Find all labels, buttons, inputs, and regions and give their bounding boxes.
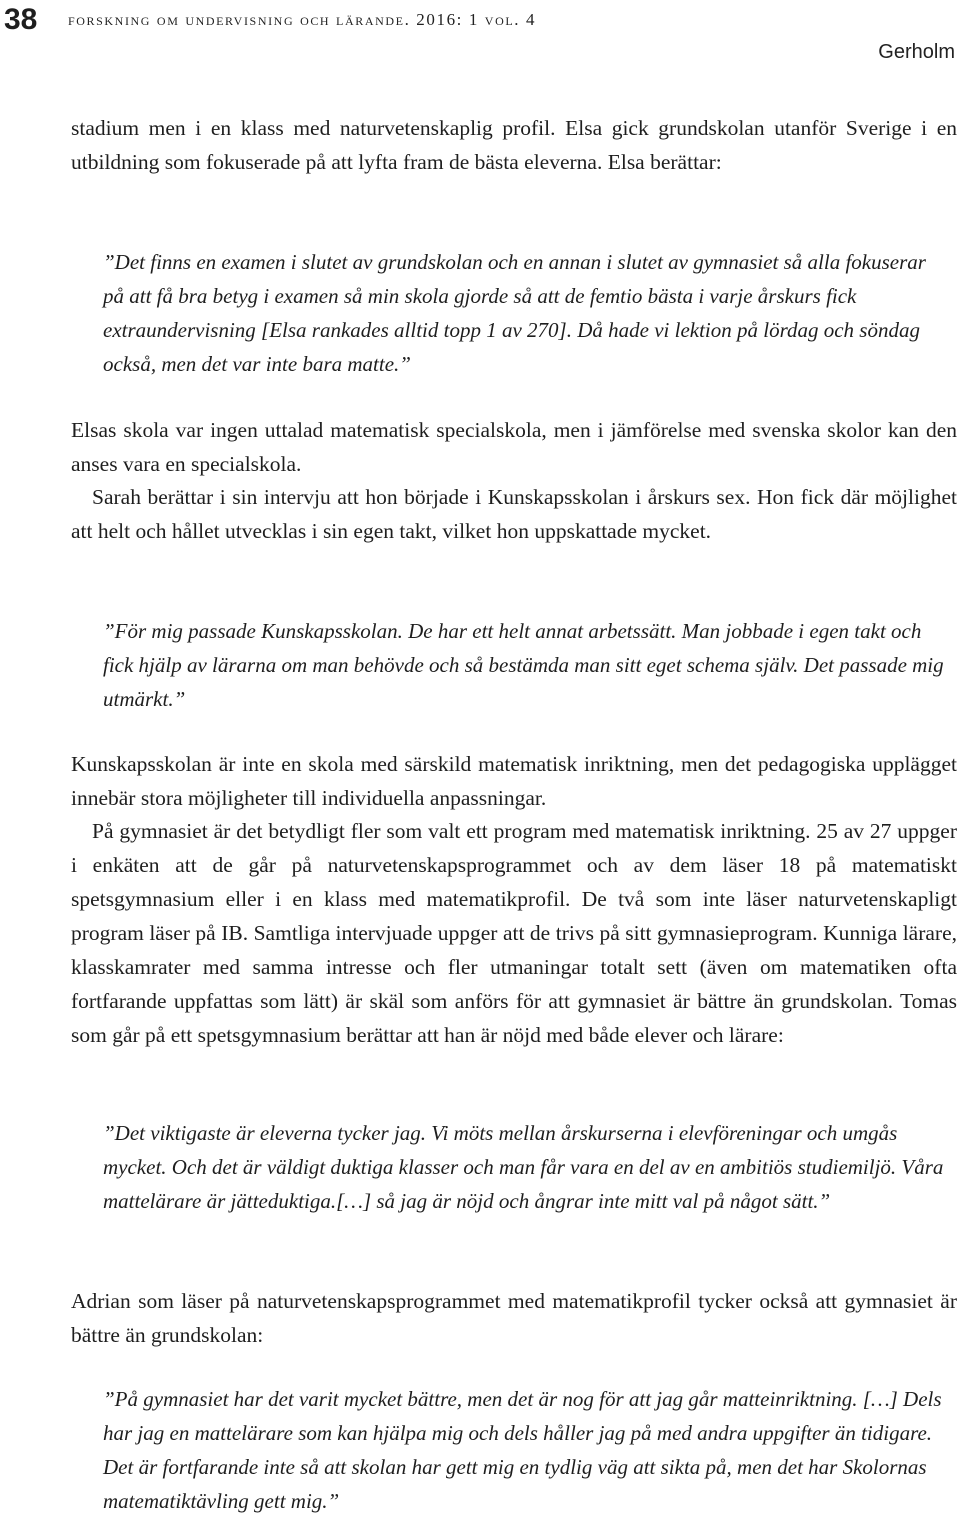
paragraph-gymnasiet: På gymnasiet är det betydligt fler som valt ett program med matematisk inriktning. 25 av 27 uppger i enkäten att de går på naturvetenskapsprogrammet och av dem läser 18 på matematiskt spetsgymnasium eller i en klass med matematikprofil. De två som inte läser naturvetenskapligt program läser på IB. Samtliga intervjuade uppger att de trivs på sitt gymnasieprogram. Kunniga lärare, klasskamrater med samma intresse och fler utmaningar totalt sett (även om matematiken ofta fortfarande uppfattas som lätt) är skäl som anförs för att gymnasiet är bättre än grundskolan. Tomas som går på ett spetsgymnasium berättar att han är nöjd med både elever och lärare: [71,819,957,1047]
quote-elsa: ”Det finns en examen i slutet av grundskolan och en annan i slutet av gymnasiet så alla fokuserar på att få bra betyg i examen så min skola gjorde så att de femtio bästa i varje årskurs fick extraundervisning [Elsa rankades alltid topp 1 av 270]. Då hade vi lektion på lördag och söndag också, men det var inte bara matte.” [103,250,926,376]
quote-tomas: ”Det viktigaste är eleverna tycker jag. Vi möts mellan årskurserna i elevföreningar och umgås mycket. Och det är väldigt duktiga klasser och man får vara en del av en ambitiös studiemiljö. Våra mattelärare är jätteduktiga.[…] så jag är nöjd och ångrar inte mitt val på något sätt.” [103,1121,944,1213]
paragraph-sarah: Sarah berättar i sin intervju att hon började i Kunskapsskolan i årskurs sex. Hon fick där möjlighet att helt och hållet utvecklas i sin egen takt, vilket hon uppskattade mycket. [71,485,957,543]
page-number: 38 [4,3,38,36]
paragraph-elsa-intro: stadium men i en klass med naturvetenskaplig profil. Elsa gick grundskolan utanför Sverige i en utbildning som fokuserade på att lyfta fram de bästa eleverna. Elsa berättar: [71,116,957,174]
paragraph-adrian: Adrian som läser på naturvetenskapsprogrammet med matematikprofil tycker också att gymnasiet är bättre än grundskolan: [71,1289,957,1347]
quote-adrian: ”På gymnasiet har det varit mycket bättre, men det är nog för att jag går matteinriktning. […] Dels har jag en mattelärare som kan hjälpa mig och dels håller jag på med andra uppgifter än tidigare. Det är fortfarande inte så att skolan har gett mig en tydlig väg att sikta på, men det har Skolornas matematiktävling gett mig.” [103,1387,942,1513]
author-running-head: Gerholm [878,41,955,63]
paragraph-elsa-school: Elsas skola var ingen uttalad matematisk specialskola, men i jämförelse med svenska skolor kan den anses vara en specialskola. [71,418,957,476]
running-head: forskning om undervisning och lärande. 2016: 1 vol. 4 [68,10,537,29]
quote-sarah: ”För mig passade Kunskapsskolan. De har ett helt annat arbetssätt. Man jobbade i egen takt och fick hjälp av lärarna om man behövde och så bestämda man sitt eget schema själv. Det passade mig utmärkt.” [103,619,944,711]
paragraph-kunskapsskolan: Kunskapsskolan är inte en skola med särskild matematisk inriktning, men det pedagogiska upplägget innebär stora möjligheter till individuella anpassningar. [71,752,957,810]
